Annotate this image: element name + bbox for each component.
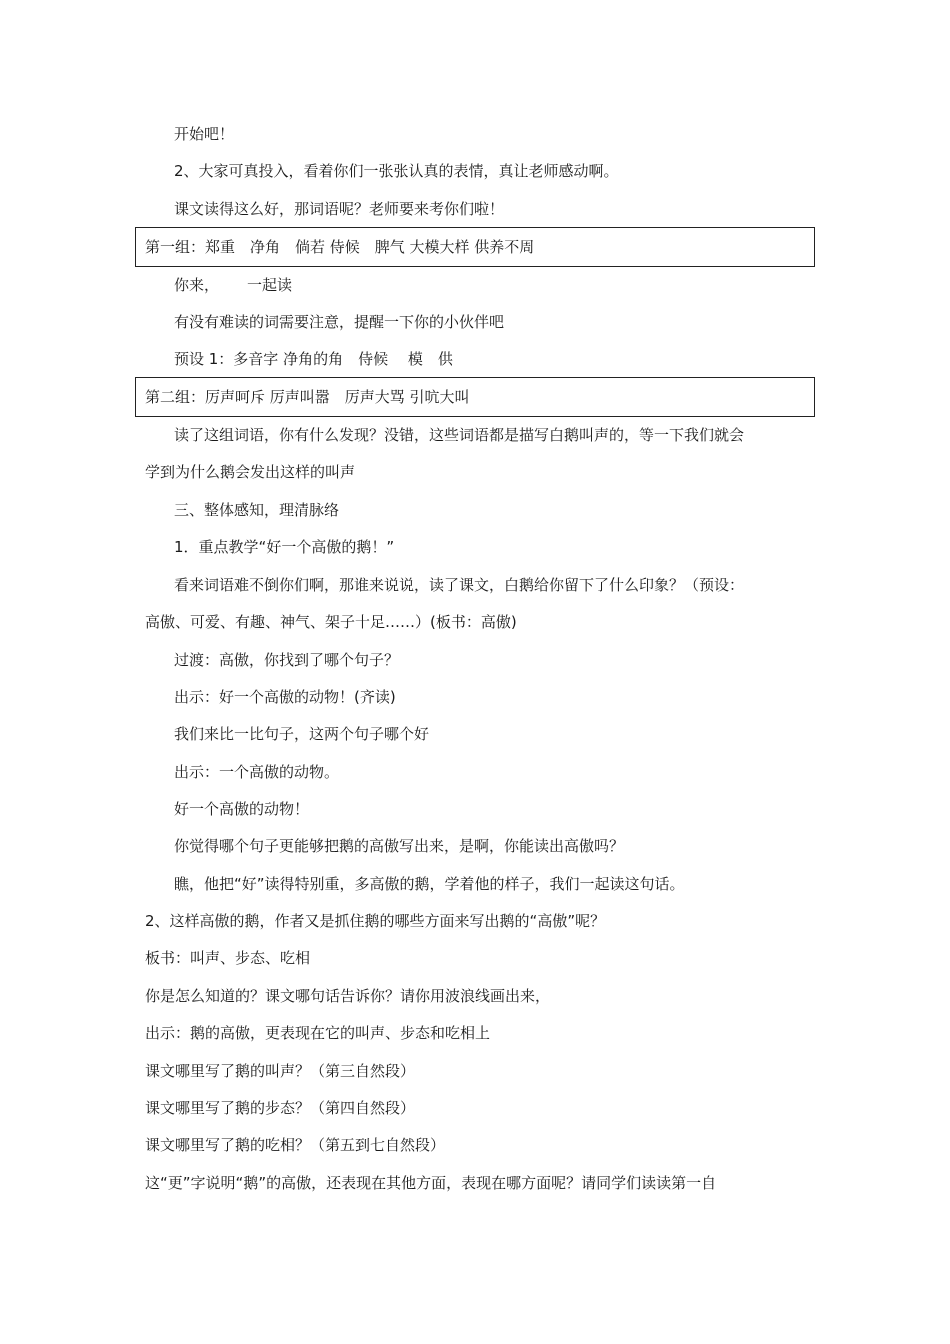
- vocab-group-1: 第一组：郑重 净角 倘若 侍候 脾气 大模大样 供养不周: [145, 238, 535, 256]
- paragraph-line: [174, 275, 292, 295]
- vocab-group-2: 第二组：厉声呵斥 厉声叫嚣 厉声大骂 引吭大叫: [145, 388, 470, 406]
- paragraph-line: 板书：叫声、步态、吃相: [145, 949, 311, 967]
- paragraph-line: 好一个高傲的动物！: [174, 800, 310, 818]
- line-part: 一起读: [247, 276, 293, 294]
- vocab-group-2-box: [135, 377, 815, 417]
- paragraph-line: 高傲、可爱、有趣、神气、架子十足……）(板书：高傲): [145, 613, 517, 631]
- vocab-group-1-box: [135, 227, 815, 267]
- paragraph-line: 课文读得这么好，那词语呢？老师要来考你们啦！: [174, 200, 505, 218]
- paragraph-line: 出示：一个高傲的动物。: [174, 763, 340, 781]
- paragraph-line: 课文哪里写了鹅的叫声？（第三自然段）: [145, 1062, 416, 1080]
- paragraph-line: 读了这组词语，你有什么发现？没错，这些词语都是描写白鹅叫声的，等一下我们就会: [174, 426, 745, 444]
- paragraph-line: 出示：好一个高傲的动物！(齐读): [174, 688, 396, 706]
- paragraph-line: 2、这样高傲的鹅，作者又是抓住鹅的哪些方面来写出鹅的“高傲”呢？: [145, 912, 606, 930]
- paragraph-line: 看来词语难不倒你们啊，那谁来说说，读了课文，白鹅给你留下了什么印象？（预设：: [174, 576, 745, 594]
- paragraph-line: 出示：鹅的高傲，更表现在它的叫声、步态和吃相上: [145, 1024, 491, 1042]
- paragraph-line: 过渡：高傲，你找到了哪个句子？: [174, 651, 400, 669]
- section-heading: 三、整体感知，理清脉络: [174, 501, 340, 519]
- paragraph-line: 这“更”字说明“鹅”的高傲，还表现在其他方面，表现在哪方面呢？请同学们读读第一自: [145, 1174, 717, 1192]
- line-part: 你来，: [174, 276, 220, 294]
- paragraph-line: 2、大家可真投入，看着你们一张张认真的表情，真让老师感动啊。: [174, 162, 619, 180]
- paragraph-line: 预设 1：多音字 净角的角 侍候 模 供: [174, 350, 453, 368]
- paragraph-line: 课文哪里写了鹅的吃相？（第五到七自然段）: [145, 1136, 446, 1154]
- paragraph-line: 瞧，他把“好”读得特别重，多高傲的鹅，学着他的样子，我们一起读这句话。: [174, 875, 685, 893]
- subsection-heading: 1．重点教学“好一个高傲的鹅！”: [174, 538, 395, 556]
- paragraph-line: 课文哪里写了鹅的步态？（第四自然段）: [145, 1099, 416, 1117]
- paragraph-line: 学到为什么鹅会发出这样的叫声: [145, 463, 356, 481]
- paragraph-line: 有没有难读的词需要注意，提醒一下你的小伙伴吧: [174, 313, 505, 331]
- paragraph-line: 开始吧！: [174, 125, 235, 143]
- paragraph-line: 你觉得哪个句子更能够把鹅的高傲写出来，是啊，你能读出高傲吗？: [174, 837, 625, 855]
- paragraph-line: 我们来比一比句子，这两个句子哪个好: [174, 725, 430, 743]
- paragraph-line: 你是怎么知道的？课文哪句话告诉你？请你用波浪线画出来，: [145, 987, 551, 1005]
